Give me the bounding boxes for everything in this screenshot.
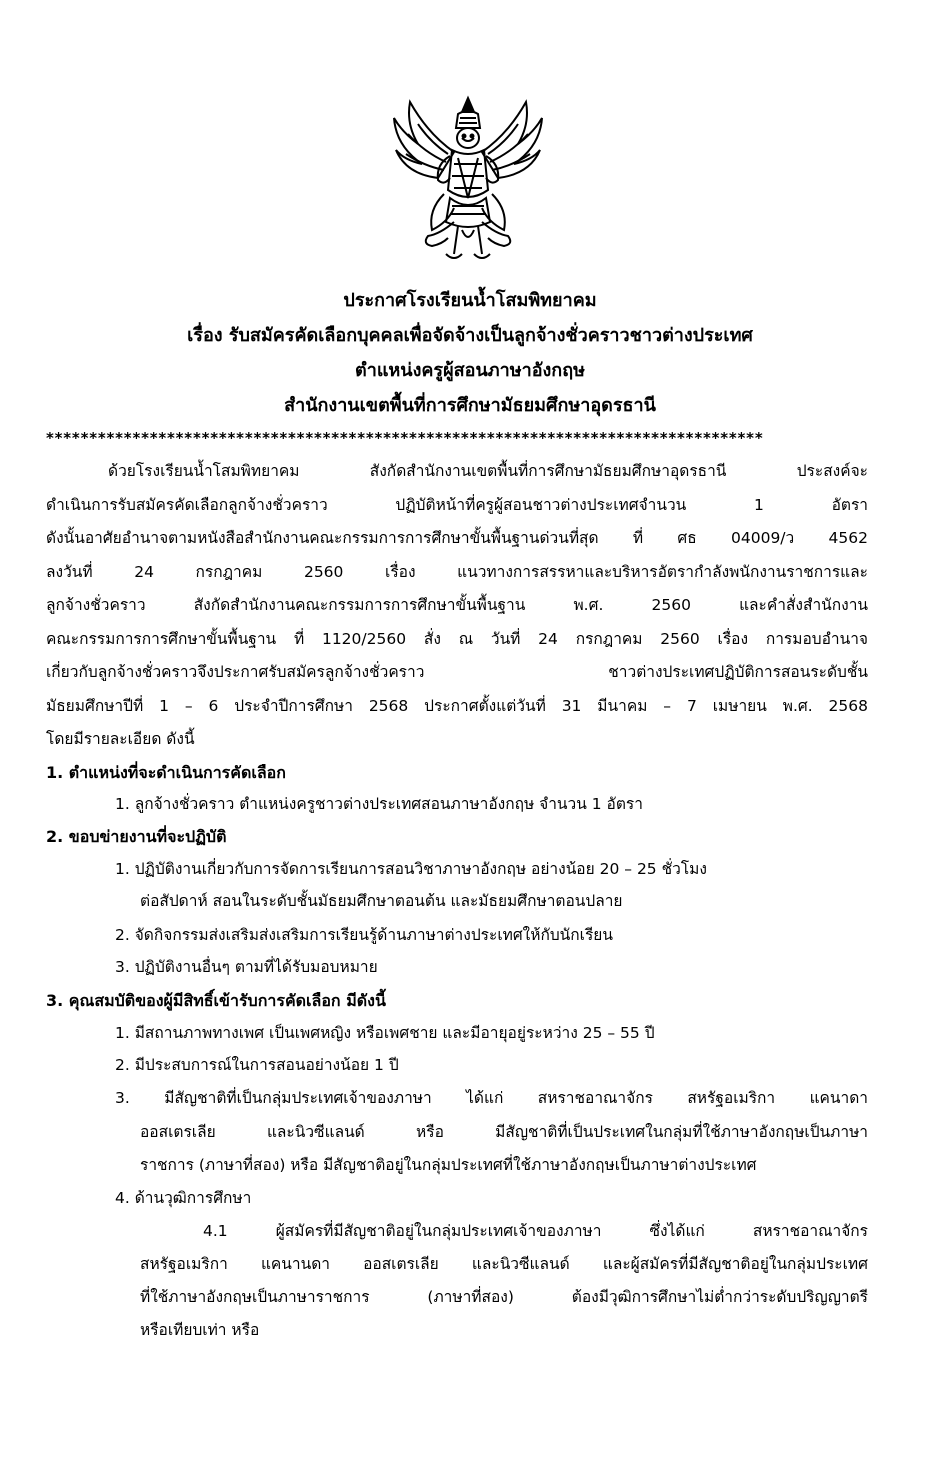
section-2-item-2: 2. จัดกิจกรรมส่งเสริมส่งเสริมการเรียนรู้ด้านภาษาต่างประเทศให้กับนักเรียน xyxy=(115,926,613,944)
title-line-2: เรื่อง รับสมัครคัดเลือกบุคคลเพื่อจัดจ้างเป็นลูกจ้างชั่วคราวชาวต่างประเทศ xyxy=(187,325,753,346)
intro-line: ด้วยโรงเรียนน้ำโสมพิทยาคม สังกัดสำนักงานเขตพื้นที่การศึกษามัธยมศึกษาอุดรธานี ประสงค์จะ xyxy=(108,462,868,480)
intro-line: โดยมีรายละเอียด ดังนี้ xyxy=(46,730,195,748)
section-3-item-3-cont: ออสเตรเลีย และนิวซีแลนด์ หรือ มีสัญชาติที่เป็นประเทศในกลุ่มที่ใช้ภาษาอังกฤษเป็นภาษา xyxy=(140,1123,868,1141)
intro-line: คณะกรรมการการศึกษาขั้นพื้นฐาน ที่ 1120/2560 สั่ง ณ วันที่ 24 กรกฎาคม 2560 เรื่อง การมอบอำนาจ xyxy=(46,629,868,648)
section-2-heading: 2. ขอบข่ายงานที่จะปฏิบัติ xyxy=(46,827,227,846)
intro-line: ลงวันที่ 24 กรกฎาคม 2560 เรื่อง แนวทางการสรรหาและบริหารอัตรากำลังพนักงานราชการและ xyxy=(46,562,868,581)
section-3-item-2: 2. มีประสบการณ์ในการสอนอย่างน้อย 1 ปี xyxy=(115,1056,399,1074)
section-3-item-3-cont: ราชการ (ภาษาที่สอง) หรือ มีสัญชาติอยู่ในกลุ่มประเทศที่ใช้ภาษาอังกฤษเป็นภาษาต่างประเทศ xyxy=(140,1156,757,1174)
section-1-heading: 1. ตำแหน่งที่จะดำเนินการคัดเลือก xyxy=(46,763,286,782)
section-1-item-1: 1. ลูกจ้างชั่วคราว ตำแหน่งครูชาวต่างประเทศสอนภาษาอังกฤษ จำนวน 1 อัตรา xyxy=(115,795,643,813)
section-3-item-4-1: 4.1 ผู้สมัครที่มีสัญชาติอยู่ในกลุ่มประเทศเจ้าของภาษา ซึ่งได้แก่ สหราชอาณาจักร xyxy=(203,1222,868,1240)
section-3-item-4-1-cont: ที่ใช้ภาษาอังกฤษเป็นภาษาราชการ (ภาษาที่สอง) ต้องมีวุฒิการศึกษาไม่ต่ำกว่าระดับปริญญาตรี xyxy=(140,1288,868,1306)
section-2-item-3: 3. ปฏิบัติงานอื่นๆ ตามที่ได้รับมอบหมาย xyxy=(115,958,378,976)
section-2-item-1: 1. ปฏิบัติงานเกี่ยวกับการจัดการเรียนการสอนวิชาภาษาอังกฤษ อย่างน้อย 20 – 25 ชั่วโมง xyxy=(115,860,707,878)
intro-line: เกี่ยวกับลูกจ้างชั่วคราวจึงประกาศรับสมัครลูกจ้างชั่วคราว ชาวต่างประเทศปฏิบัติการสอนระดับชั้น xyxy=(46,663,868,681)
section-3-item-1: 1. มีสถานภาพทางเพศ เป็นเพศหญิง หรือเพศชาย และมีอายุอยู่ระหว่าง 25 – 55 ปี xyxy=(115,1024,655,1042)
separator-line: *********************************************************************************** xyxy=(46,429,764,447)
section-3-item-4-1-cont: หรือเทียบเท่า หรือ xyxy=(140,1321,260,1339)
intro-line: ลูกจ้างชั่วคราว สังกัดสำนักงานคณะกรรมการการศึกษาขั้นพื้นฐาน พ.ศ. 2560 และคำสั่งสำนักงาน xyxy=(46,596,868,614)
section-3-item-4-1-cont: สหรัฐอเมริกา แคนานดา ออสเตรเลีย และนิวซีแลนด์ และผู้สมัครที่มีสัญชาติอยู่ในกลุ่มประเทศ xyxy=(140,1255,868,1273)
intro-line: มัธยมศึกษาปีที่ 1 – 6 ประจำปีการศึกษา 2568 ประกาศตั้งแต่วันที่ 31 มีนาคม – 7 เมษายน พ.ศ. 2568 xyxy=(46,696,868,715)
title-line-3: ตำแหน่งครูผู้สอนภาษาอังกฤษ xyxy=(355,360,585,381)
garuda-emblem-icon xyxy=(388,94,548,266)
announcement-title xyxy=(40,283,900,423)
section-3-item-4: 4. ด้านวุฒิการศึกษา xyxy=(115,1189,252,1207)
title-line-1: ประกาศโรงเรียนน้ำโสมพิทยาคม xyxy=(343,290,597,311)
section-2-item-1-cont: ต่อสัปดาห์ สอนในระดับชั้นมัธยมศึกษาตอนต้น และมัธยมศึกษาตอนปลาย xyxy=(140,892,623,910)
section-3-item-3: 3. มีสัญชาติที่เป็นกลุ่มประเทศเจ้าของภาษา ได้แก่ สหราชอาณาจักร สหรัฐอเมริกา แคนาดา xyxy=(115,1089,868,1107)
intro-line: ดำเนินการรับสมัครคัดเลือกลูกจ้างชั่วคราว ปฏิบัติหน้าที่ครูผู้สอนชาวต่างประเทศจำนวน 1 อัตรา xyxy=(46,495,868,514)
section-3-heading: 3. คุณสมบัติของผู้มีสิทธิ์เข้ารับการคัดเลือก มีดังนี้ xyxy=(46,991,386,1010)
intro-line: ดังนั้นอาศัยอำนาจตามหนังสือสำนักงานคณะกรรมการการศึกษาขั้นพื้นฐานด่วนที่สุด ที่ ศธ 04009/ว 4562 xyxy=(46,529,868,547)
intro-paragraph xyxy=(46,455,868,757)
title-line-4: สำนักงานเขตพื้นที่การศึกษามัธยมศึกษาอุดรธานี xyxy=(284,395,656,416)
